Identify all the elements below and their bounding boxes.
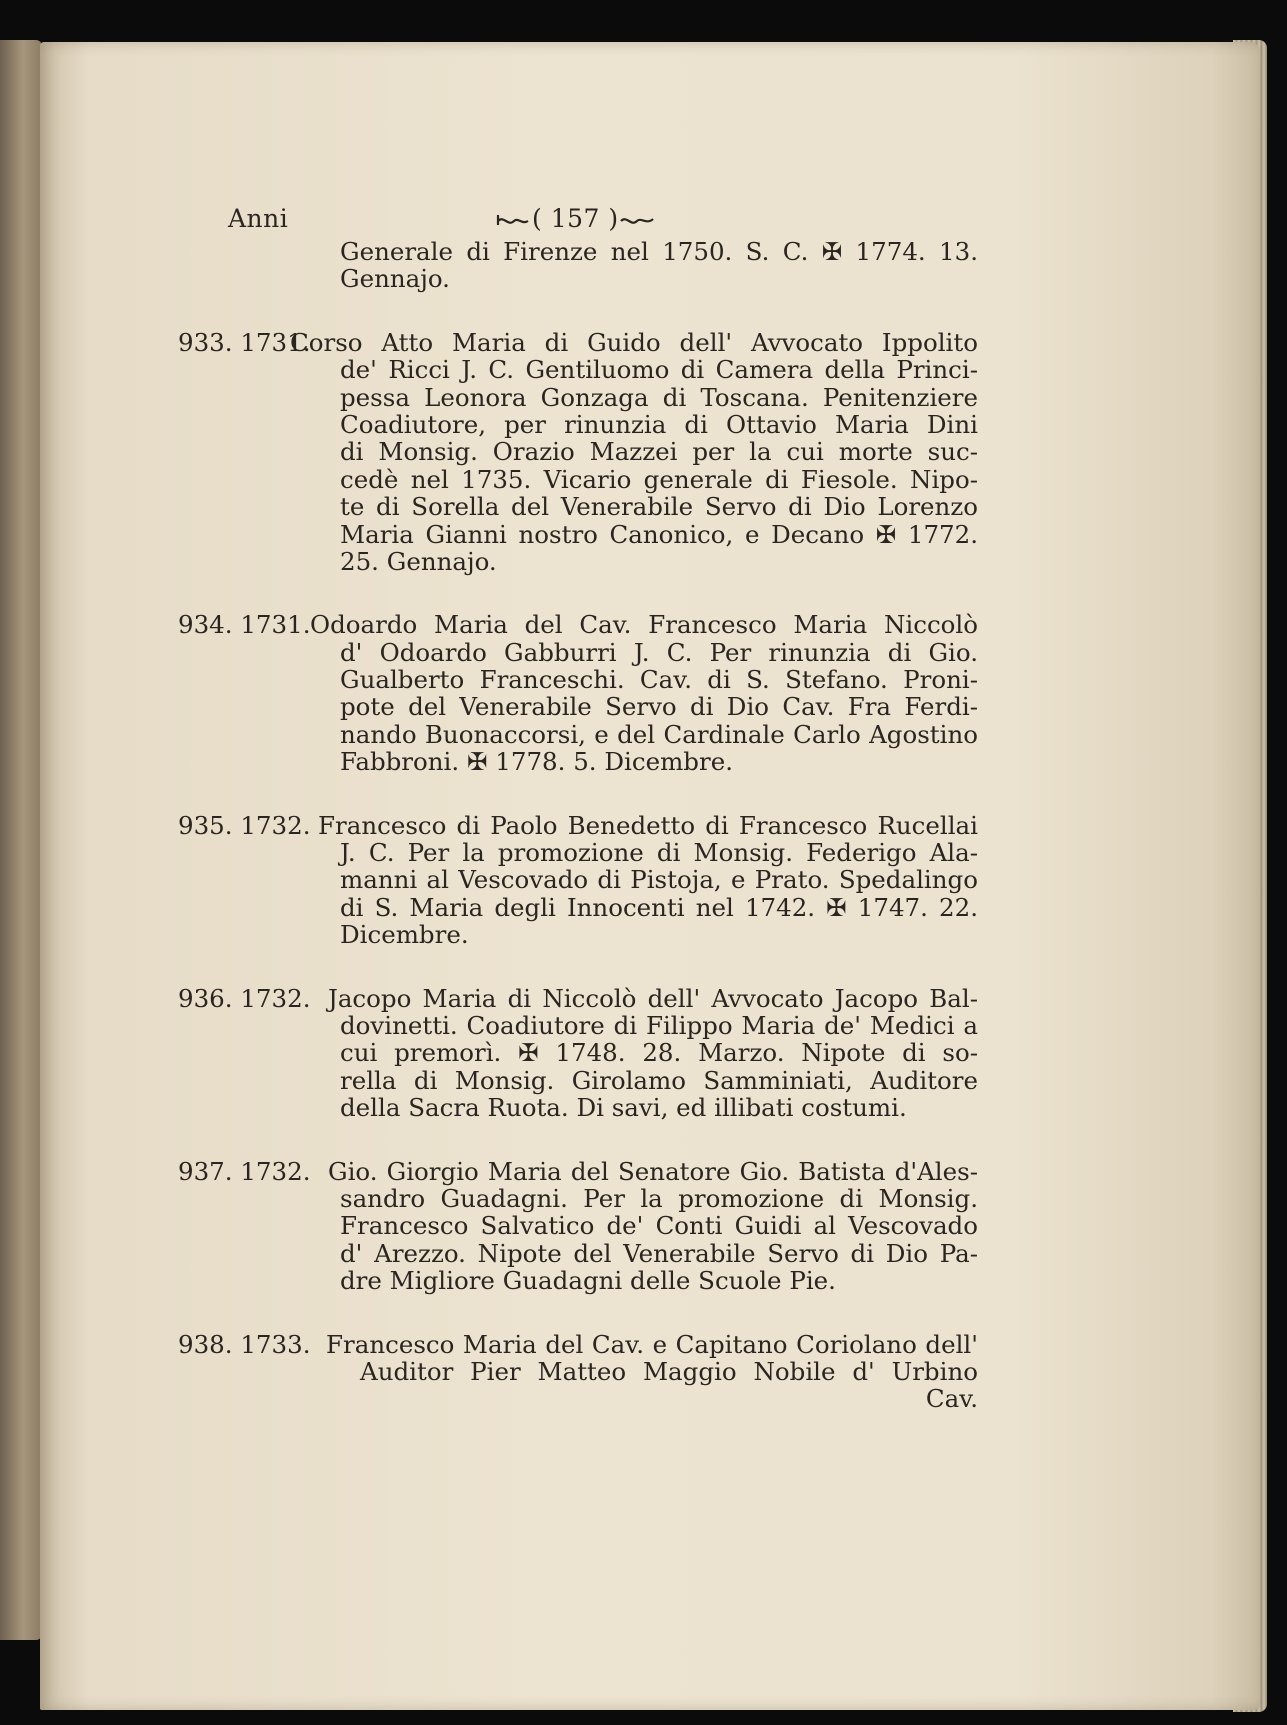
entry-934 [178,611,978,775]
entry-line: Fabbroni. ✠ 1778. 5. Dicembre. [340,747,733,777]
entry-936 [178,985,978,1122]
entry-line: nando Buonaccorsi, e del Cardinale Carlo Agostino [340,719,978,749]
entry-line: Odoardo Maria del Cav. Francesco Maria Niccolò [310,610,978,640]
entry-line: Francesco Maria del Cav. e Capitano Coriolano dell' [326,1329,978,1359]
entry-line: cui premorì. ✠ 1748. 28. Marzo. Nipote di so- [340,1038,978,1068]
entry-line: Francesco Salvatico de' Conti Guidi al Vescovado [340,1211,978,1241]
entry-line: sandro Guadagni. Per la promozione di Monsig. [340,1183,978,1213]
entry-line: Dicembre. [340,920,469,950]
entry-line: dovinetti. Coadiutore di Filippo Maria de' Medici a [340,1010,978,1040]
left-ornament-icon [496,213,532,229]
entry-line: Gualberto Franceschi. Cav. di S. Stefano. Proni- [340,665,978,695]
entry-number-year: 938. 1733. [178,1329,311,1359]
entry-line: Maria Gianni nostro Canonico, e Decano ✠ 1772. [340,519,978,549]
page-number [496,204,655,233]
entry-number-year: 937. 1732. [178,1156,311,1186]
entry-line: Francesco di Paolo Benedetto di Francesco Rucellai [318,810,978,840]
entry-line: Gio. Giorgio Maria del Senatore Gio. Batista d'Ales- [328,1156,978,1186]
entry-line: d' Arezzo. Nipote del Venerabile Servo di Dio Pa- [340,1238,978,1268]
catchword: Cav. [925,1384,978,1414]
continuation-line: Generale di Firenze nel 1750. S. C. ✠ 1774. 13. [340,237,978,266]
entry-line: di S. Maria degli Innocenti nel 1742. ✠ 1747. 22. [340,892,978,922]
entry-933 [178,329,978,576]
entry-937 [178,1158,978,1295]
entry-line: de' Ricci J. C. Gentiluomo di Camera della Princi- [340,355,978,385]
entry-line: pessa Leonora Gonzaga di Toscana. Penitenziere [340,382,978,412]
text-body [178,238,978,1413]
entry-line: pote del Venerabile Servo di Dio Cav. Fra Ferdi- [340,692,978,722]
continuation-line: Gennajo. [340,264,450,294]
entry-935 [178,812,978,949]
header-anni-label: Anni [228,204,289,233]
entry-line: d' Odoardo Gabburri J. C. Per rinunzia di Gio. [340,637,978,667]
entry-line: Corso Atto Maria di Guido dell' Avvocato Ippolito [290,327,978,357]
entry-number-year: 933. 1731. [178,327,311,357]
entry-line: Jacopo Maria di Niccolò dell' Avvocato Jacopo Bal- [328,983,978,1013]
entry-line: della Sacra Ruota. Di savi, ed illibati costumi. [340,1093,907,1123]
entry-line: cedè nel 1735. Vicario generale di Fiesole. Nipo- [340,464,978,494]
entry-line: 25. Gennajo. [340,546,497,576]
entry-number-year: 934. 1731. [178,610,311,640]
entry-line: Coadiutore, per rinunzia di Ottavio Maria Dini [340,409,978,439]
entry-line: te di Sorella del Venerabile Servo di Dio Lorenzo [340,492,978,522]
right-ornament-icon [619,213,655,229]
entry-line: manni al Vescovado di Pistoja, e Prato. Spedalingo [340,865,978,895]
entry-line: rella di Monsig. Girolamo Samminiati, Auditore [340,1065,978,1095]
entry-number-year: 936. 1732. [178,983,311,1013]
page-number-text: ( 157 ) [532,204,619,233]
continuation-block [178,238,978,293]
entry-line: J. C. Per la promozione di Monsig. Federigo Ala- [340,838,978,868]
entry-line: dre Migliore Guadagni delle Scuole Pie. [340,1266,836,1296]
entry-938 [178,1331,978,1413]
entry-line: Auditor Pier Matteo Maggio Nobile d' Urbino [360,1356,978,1386]
entry-line: di Monsig. Orazio Mazzei per la cui morte suc- [340,437,978,467]
facing-page-edge [0,40,42,1640]
entry-number-year: 935. 1732. [178,810,311,840]
